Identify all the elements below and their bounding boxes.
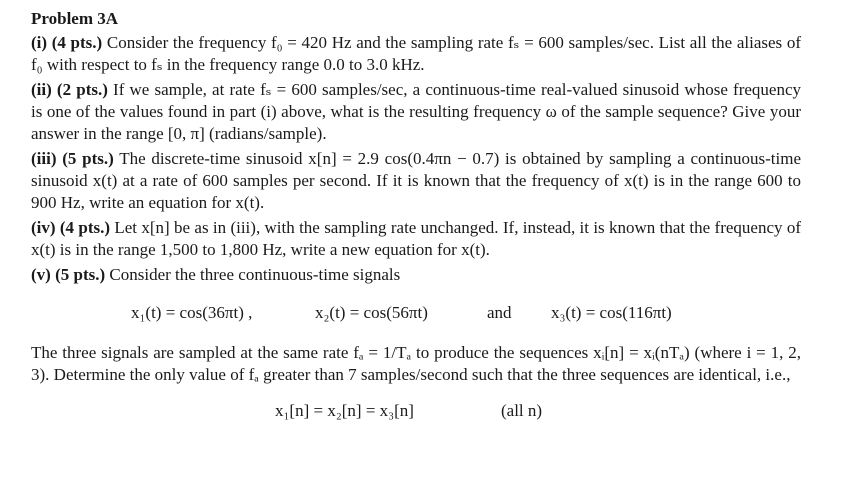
part-v xyxy=(31,264,801,286)
part-ii-label: (ii) (2 pts.) xyxy=(31,80,108,99)
problem-title: Problem 3A xyxy=(31,9,119,28)
identity-equation: x₁[n] = x₂[n] = x₃[n] xyxy=(275,401,414,420)
part-i-text: Consider the frequency f₀ = 420 Hz and the sampling rate fₛ = 600 samples/sec. List all the aliases of f₀ with respect to fₛ in the frequency range 0.0 to 3.0 kHz. xyxy=(31,33,801,74)
sampling-paragraph: The three signals are sampled at the same rate fₐ = 1/Tₐ to produce the sequences xᵢ[n] = xᵢ(nTₐ) (where i = 1, 2, 3). Determine the only value of fₐ greater than 7 samples/second such that the three sequences are identical, i.e., xyxy=(31,343,801,384)
signal-x2: x₂(t) = cos(56πt) xyxy=(315,303,428,322)
signal-x3: x₃(t) = cos(116πt) xyxy=(551,303,672,322)
part-i xyxy=(31,32,801,76)
part-ii-text: If we sample, at rate fₛ = 600 samples/sec, a continuous-time real-valued sinusoid whose frequency is one of the values found in part (i) above, what is the resulting frequency ω of the sample sequence? Give your answer in the range [0, π] (radians/sample). xyxy=(31,80,801,143)
part-ii xyxy=(31,79,801,145)
identity-equation-line xyxy=(31,400,801,422)
signal-x1: x₁(t) = cos(36πt) , xyxy=(131,303,253,322)
signals-and: and xyxy=(487,303,512,322)
part-iv-label: (iv) (4 pts.) xyxy=(31,218,111,237)
part-v-text: Consider the three continuous-time signals xyxy=(105,265,401,284)
part-iii-label: (iii) (5 pts.) xyxy=(31,149,114,168)
part-i-label: (i) (4 pts.) xyxy=(31,33,103,52)
part-iii-text: The discrete-time sinusoid x[n] = 2.9 cos(0.4πn − 0.7) is obtained by sampling a continuous-time sinusoid x(t) at a rate of 600 samples per second. If it is known that the frequency of x(t) is in the range 600 to 900 Hz, write an equation for x(t). xyxy=(31,149,801,212)
identity-note: (all n) xyxy=(501,401,543,420)
part-iv xyxy=(31,217,801,261)
part-iii xyxy=(31,148,801,214)
part-iv-text: Let x[n] be as in (iii), with the sampling rate unchanged. If, instead, it is known that the frequency of x(t) is in the range 1,500 to 1,800 Hz, write a new equation for x(t). xyxy=(31,218,801,259)
signals-equation-line xyxy=(31,302,801,324)
part-v-label: (v) (5 pts.) xyxy=(31,265,106,284)
problem-document xyxy=(31,8,801,422)
